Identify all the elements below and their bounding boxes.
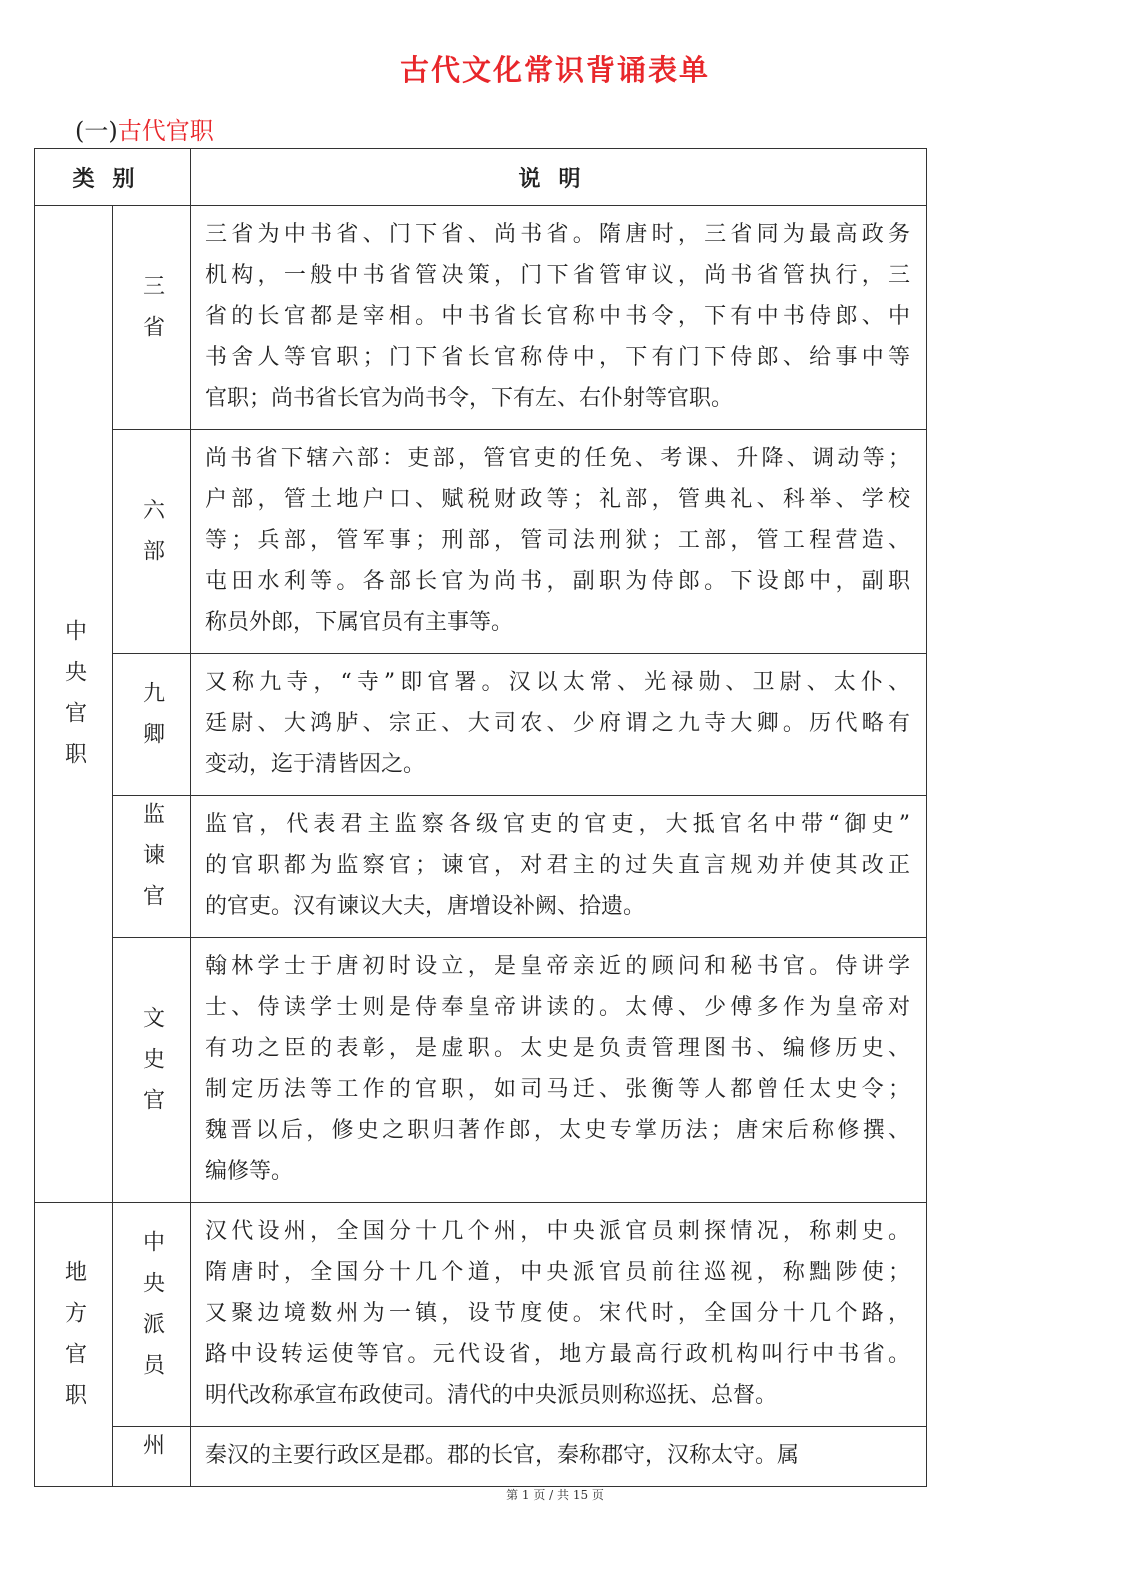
category-label-cell — [113, 1427, 191, 1487]
description-line: 翰林学士于唐初时设立，是皇帝亲近的顾问和秘书官。侍讲学 — [205, 954, 910, 979]
description-line: 秦汉的主要行政区是郡。郡的长官，秦称郡守，汉称太守。属 — [205, 1443, 800, 1468]
section-name: 古代官职 — [117, 117, 214, 145]
description-line: 又聚边境数州为一镇，设节度使。宋代时，全国分十几个路， — [205, 1301, 910, 1326]
description-cell — [191, 1427, 927, 1487]
category-label-cell — [113, 430, 191, 654]
category-label: 三省 — [139, 273, 165, 356]
description-line: 制定历法等工作的官职，如司马迁、张衡等人都曾任太史令； — [205, 1077, 910, 1102]
description-line: 称员外郎，下属官员有主事等。 — [205, 610, 514, 635]
header-description: 说明 — [191, 149, 927, 206]
description-cell — [191, 796, 927, 938]
category-label: 中央派员 — [139, 1229, 165, 1394]
description-line: 的官吏。汉有谏议大夫，唐增设补阙、拾遗。 — [205, 894, 646, 919]
table-row — [35, 1203, 927, 1427]
category-label-cell — [113, 654, 191, 796]
group-label: 地方官职 — [61, 1259, 87, 1424]
header-category: 类别 — [35, 149, 191, 206]
description-line: 省的长官都是宰相。中书省长官称中书令，下有中书侍郎、中 — [205, 304, 910, 329]
group-label-cell — [35, 1203, 113, 1487]
description-line: 官职；尚书省长官为尚书令，下有左、右仆射等官职。 — [205, 386, 734, 411]
description-line: 监官，代表君主监察各级官吏的官吏，大抵官名中带“御史” — [205, 812, 910, 837]
section-number: (一) — [75, 117, 118, 145]
description-line: 屯田水利等。各部长官为尚书，副职为侍郎。下设郎中，副职 — [205, 569, 910, 594]
description-line: 书舍人等官职；门下省长官称侍中，下有门下侍郎、给事中等 — [205, 345, 910, 370]
description-line: 等；兵部，管军事；刑部，管司法刑狱；工部，管工程营造、 — [205, 528, 910, 553]
description-cell — [191, 430, 927, 654]
description-cell — [191, 938, 927, 1203]
category-label-cell — [113, 1203, 191, 1427]
description-line: 的官职都为监察官；谏官，对君主的过失直言规劝并使其改正 — [205, 853, 910, 878]
category-label: 州 — [139, 1433, 165, 1474]
section-heading — [75, 111, 214, 146]
description-line: 廷尉、大鸿胪、宗正、大司农、少府谓之九寺大卿。历代略有 — [205, 711, 910, 736]
category-label-cell — [113, 796, 191, 938]
description-line: 汉代设州，全国分十几个州，中央派官员刺探情况，称刺史。 — [205, 1219, 910, 1244]
table-row — [35, 206, 927, 430]
description-line: 编修等。 — [205, 1159, 294, 1184]
description-line: 又称九寺，“寺”即官署。汉以太常、光禄勋、卫尉、太仆、 — [205, 670, 910, 695]
table-row — [35, 796, 927, 938]
official-positions-table — [34, 148, 927, 1487]
description-line: 明代改称承宣布政使司。清代的中央派员则称巡抚、总督。 — [205, 1383, 778, 1408]
description-line: 机构，一般中书省管决策，门下省管审议，尚书省管执行，三 — [205, 263, 910, 288]
document-title: 古代文化常识背诵表单 — [399, 53, 710, 87]
category-label-cell — [113, 938, 191, 1203]
table-row — [35, 430, 927, 654]
category-label: 文史官 — [139, 1005, 165, 1129]
table-header-row — [35, 149, 927, 206]
description-line: 路中设转运使等官。元代设省，地方最高行政机构叫行中书省。 — [205, 1342, 910, 1367]
table-row — [35, 1427, 927, 1487]
table-row — [35, 938, 927, 1203]
description-line: 魏晋以后，修史之职归著作郎，太史专掌历法；唐宋后称修撰、 — [205, 1118, 910, 1143]
table-row — [35, 654, 927, 796]
category-label: 六部 — [139, 497, 165, 580]
description-line: 户部，管土地户口、赋税财政等；礼部，管典礼、科举、学校 — [205, 487, 910, 512]
category-label: 监谏官 — [139, 802, 165, 925]
description-line: 士、侍读学士则是侍奉皇帝讲读的。太傅、少傅多作为皇帝对 — [205, 995, 910, 1020]
description-line: 隋唐时，全国分十几个道，中央派官员前往巡视，称黜陟使； — [205, 1260, 910, 1285]
description-cell — [191, 206, 927, 430]
category-label-cell — [113, 206, 191, 430]
description-line: 三省为中书省、门下省、尚书省。隋唐时，三省同为最高政务 — [205, 222, 910, 247]
group-label-cell — [35, 206, 113, 1203]
description-line: 尚书省下辖六部：吏部，管官吏的任免、考课、升降、调动等； — [205, 446, 910, 471]
group-label: 中央官职 — [61, 619, 87, 783]
description-cell — [191, 654, 927, 796]
description-line: 变动，迄于清皆因之。 — [205, 752, 426, 777]
description-line: 有功之臣的表彰，是虚职。太史是负责管理图书、编修历史、 — [205, 1036, 910, 1061]
page-footer: 第 1 页 / 共 15 页 — [506, 1488, 604, 1502]
description-cell — [191, 1203, 927, 1427]
category-label: 九卿 — [139, 680, 165, 763]
